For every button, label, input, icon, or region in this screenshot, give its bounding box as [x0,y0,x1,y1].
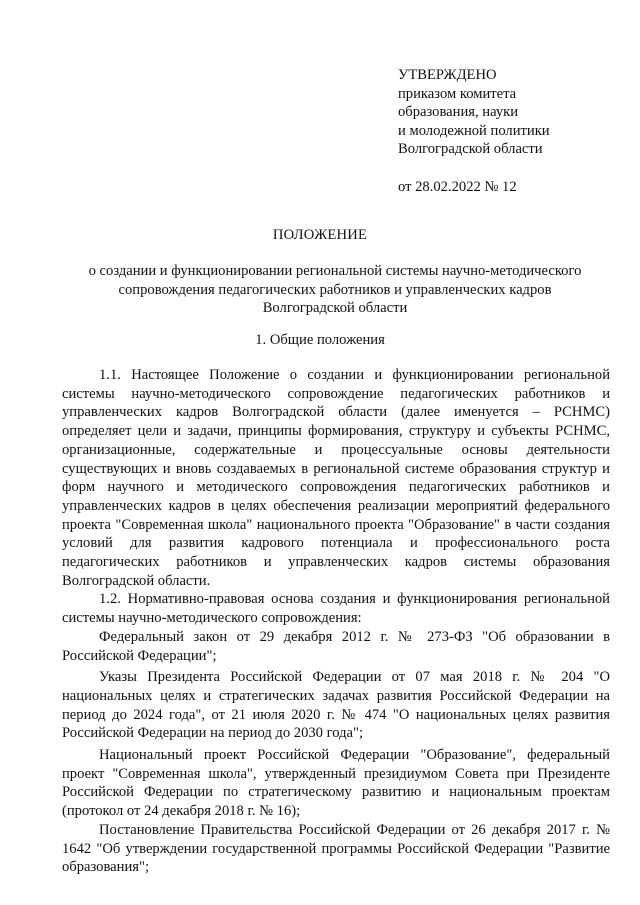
paragraph-1-2: 1.2. Нормативно-правовая основа создания и функционирования региональной системы научно-методического сопровождения: [62,591,610,627]
document-title: ПОЛОЖЕНИЕ [272,227,368,243]
approval-line: приказом комитета [398,85,517,102]
document-subtitle [80,262,590,318]
approval-stamp [398,66,628,197]
paragraph-presidential-decrees: Указы Президента Российской Федерации от 07 мая 2018 г. № 204 "О национальных целях и стратегических задачах развития Российской Федерации на период до 2024 года", от 21 июля 2020 г. № 474 "О национальных целях развития Российской Федерации на период до 2030 года"; [62,669,610,742]
approval-date: от 28.02.2022 № 12 [398,178,517,195]
subtitle-line: Волгоградской области [262,300,408,317]
paragraph-national-project: Национальный проект Российской Федерации "Образование", федеральный проект "Современная школа", утвержденный президиумом Совета при Президенте Российской Федерации по стратегическому развитию и национальным проектам (протокол от 24 декабря 2018 г. № 16); [62,747,610,820]
subtitle-line: о создании и функционировании региональной системы научно-методического [88,263,582,279]
paragraph-1-1: 1.1. Настоящее Положение о создании и функционировании региональной системы научно-методического сопровождение педагогических работников и управленческих кадров Волгоградской области (далее именуется – РСНМС) определяет цели и задачи, принципы формирования, структуру и субъекты РСНМС, организационные, содержательные и процессуальные основы деятельности существующих и вновь создаваемых в региональной системе образования структур и форм научного и методического сопровождения педагогических работников и управленческих кадров в целях обеспечения реализации мероприятий федерального проекта "Современная школа" национального проекта "Образование" в части создания условий для развития кадрового потенциала и профессионального роста педагогических работников и управленческих кадров системы образования Волгоградской области. [62,367,610,589]
approval-line: образования, науки [398,104,519,121]
section-heading: 1. Общие положения [255,332,385,348]
document-body [62,366,610,877]
approval-line: УТВЕРЖДЕНО [398,67,497,83]
approval-line: Волгоградской области [398,141,543,158]
paragraph-government-decree: Постановление Правительства Российской Федерации от 26 декабря 2017 г. № 1642 "Об утверждении государственной программы Российской Федерации "Развитие образования"; [62,821,610,876]
paragraph-federal-law: Федеральный закон от 29 декабря 2012 г. № 273-ФЗ "Об образовании в Российской Федерации"; [62,628,610,664]
approval-line: и молодежной политики [398,122,550,139]
subtitle-line: сопровождения педагогических работников и управленческих кадров [118,281,552,298]
